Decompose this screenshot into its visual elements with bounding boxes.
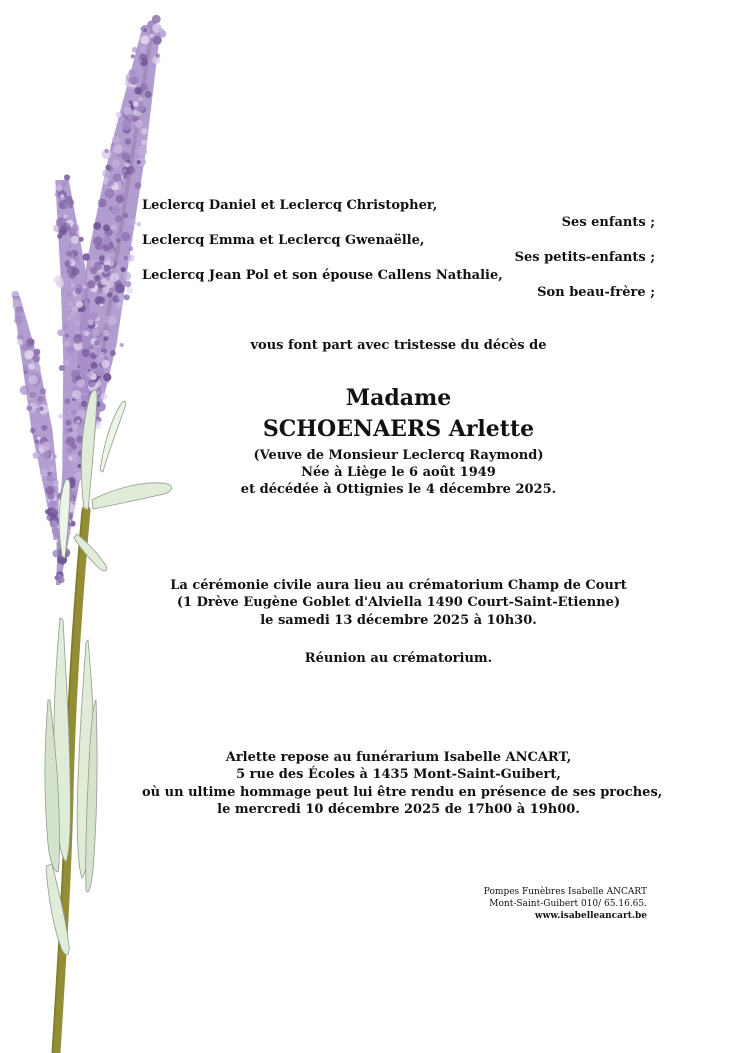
deceased-name: SCHOENAERS Arlette [262,416,535,442]
funeral-home-block [327,886,647,923]
deceased-subtitle: (Veuve de Monsieur Leclercq Raymond) [253,448,544,463]
deceased-title: Madame [345,385,452,411]
relation-label-2: Ses petits-enfants ; [514,250,655,266]
announcement-intro: vous font part avec tristesse du décès de [250,338,547,353]
funeral-home-phone: Mont-Saint-Guibert 010/ 65.16.65. [489,899,647,910]
repose-block [142,749,663,819]
relation-label-3: Son beau-frère ; [537,285,655,301]
meeting-line: Réunion au crématorium. [304,651,493,666]
repose-line-3: où un ultime hommage peut lui être rendu en présence de ses proches, [142,784,663,800]
repose-line-4: le mercredi 10 décembre 2025 de 17h00 à 19h00. [217,802,580,818]
repose-line-1: Arlette repose au funérarium Isabelle ANCART, [225,750,572,765]
lavender-sprig-illustration [0,0,230,1053]
ceremony-line-2: (1 Drève Eugène Goblet d'Alviella 1490 Court-Saint-Etienne) [176,595,621,611]
repose-line-2: 5 rue des Écoles à 1435 Mont-Saint-Guibert, [236,767,561,783]
birth-line: Née à Liège le 6 août 1949 [301,465,496,480]
funeral-home-name: Pompes Funèbres Isabelle ANCART [483,887,647,897]
relative-names-1: Leclercq Daniel et Leclercq Christopher, [142,198,438,213]
relative-names-3: Leclercq Jean Pol et son épouse Callens Nathalie, [142,267,503,283]
ceremony-block [142,577,655,629]
relative-names-2: Leclercq Emma et Leclercq Gwenaëlle, [142,232,425,248]
ceremony-line-1: La cérémonie civile aura lieu au crématorium Champ de Court [170,578,627,593]
relation-label-1: Ses enfants ; [561,215,655,231]
death-line: et décédée à Ottignies le 4 décembre 2025. [240,482,557,497]
relatives-block [142,197,655,301]
funeral-home-website: www.isabelleancart.be [534,911,647,922]
ceremony-line-3: le samedi 13 décembre 2025 à 10h30. [260,612,537,628]
